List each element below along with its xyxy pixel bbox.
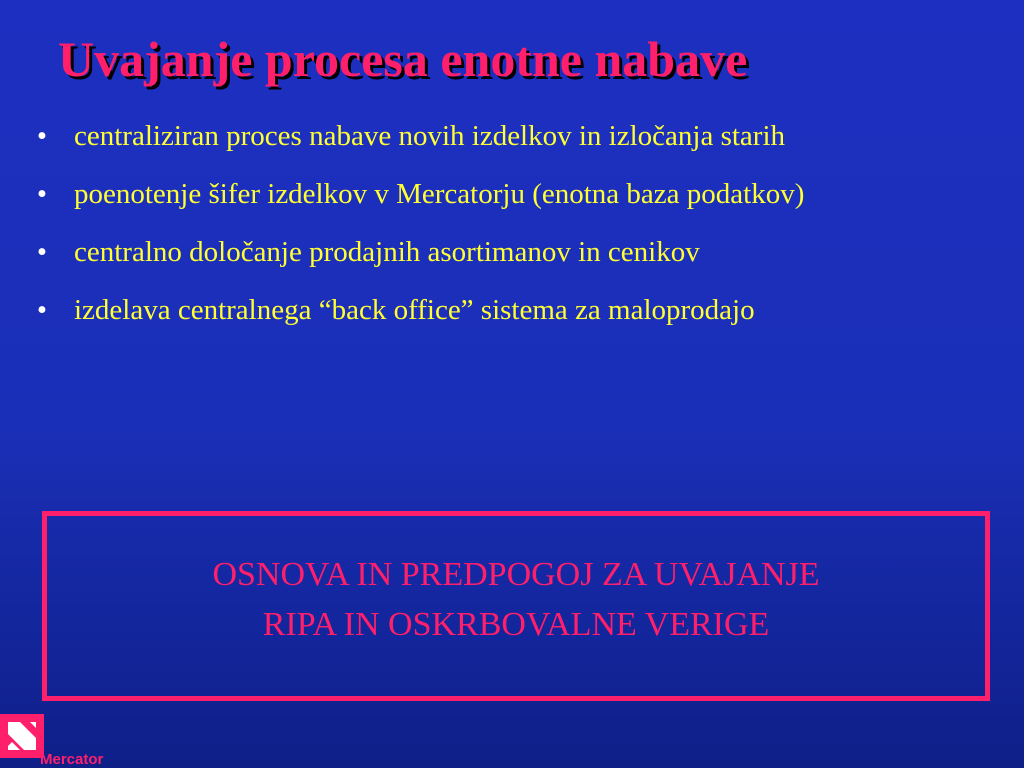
- mercator-logo: [0, 712, 180, 768]
- bullet-item: [30, 288, 970, 332]
- bullet-text: centraliziran proces nabave novih izdelkov in izločanja starih: [74, 120, 786, 152]
- callout-line-2: RIPA IN OSKRBOVALNE VERIGE: [262, 606, 770, 643]
- logo-text: Mercator: [40, 751, 104, 768]
- bullet-text: centralno določanje prodajnih asortimanov in cenikov: [74, 236, 700, 268]
- mercator-logo-icon: [0, 714, 44, 758]
- callout-line-1: OSNOVA IN PREDPOGOJ ZA UVAJANJE: [212, 556, 820, 593]
- callout-text: [47, 550, 985, 650]
- bullet-dot-icon: •: [36, 236, 48, 268]
- bullet-text: poenotenje šifer izdelkov v Mercatorju (enotna baza podatkov): [74, 178, 805, 210]
- bullet-item: [30, 172, 970, 216]
- bullet-text: izdelava centralnega “back office” sistema za maloprodajo: [74, 294, 755, 326]
- bullet-dot-icon: •: [36, 120, 48, 152]
- bullet-list: [30, 114, 970, 346]
- callout-box: [42, 511, 990, 701]
- bullet-item: [30, 114, 970, 158]
- bullet-dot-icon: •: [36, 294, 48, 326]
- slide-title: Uvajanje procesa enotne nabave: [58, 31, 748, 87]
- bullet-dot-icon: •: [36, 178, 48, 210]
- bullet-item: [30, 230, 970, 274]
